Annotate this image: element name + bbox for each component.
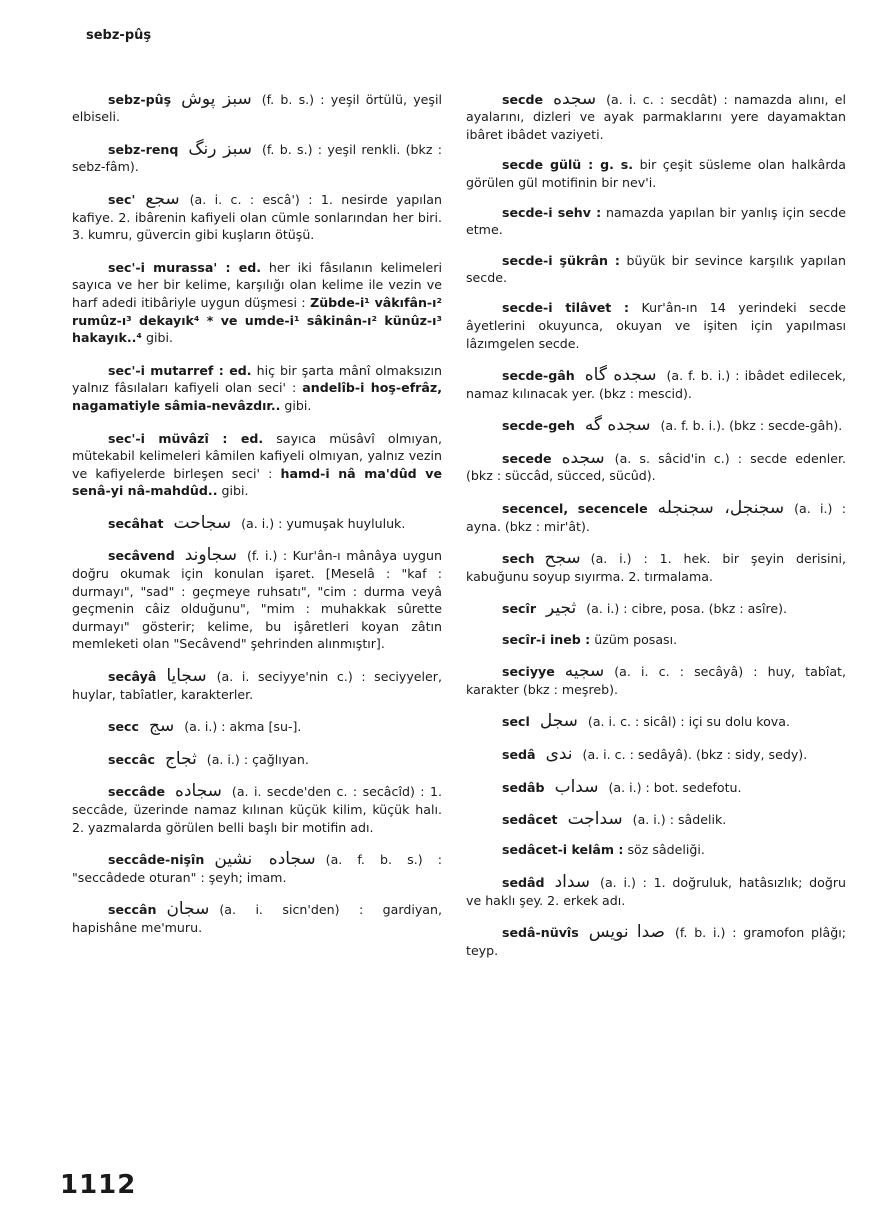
- entry-headword: secde: [502, 91, 544, 107]
- entry-tail: gibi.: [145, 330, 173, 346]
- entry-arabic: سداب: [554, 776, 599, 797]
- dictionary-entry: [466, 841, 846, 859]
- entry-headword: seccâde: [108, 784, 166, 800]
- entry-arabic: سداد: [554, 871, 591, 892]
- dictionary-entry: [72, 512, 442, 533]
- entry-headword: secde-i tilâvet :: [502, 300, 630, 316]
- entry-definition: (f. b. i.) : gramofon plâğı; teyp.: [466, 925, 846, 958]
- dictionary-entry: [466, 663, 846, 698]
- entry-tail: gibi.: [284, 397, 312, 413]
- entry-definition: sayıca müsâvî olmıyan, mütekabil kelimeleri kâmilen kafiyeli olmıyan, yalnız vezin ve kafiyelerde birleşen seci' :: [72, 430, 442, 481]
- dictionary-entry: [72, 259, 442, 347]
- dictionary-entry: [72, 547, 442, 653]
- dictionary-entry: [72, 362, 442, 415]
- entry-headword: sec': [108, 191, 136, 207]
- entry-headword: seccâc: [108, 751, 155, 767]
- dictionary-entry: [72, 88, 442, 126]
- entry-definition: (a. i.) : 1. doğruluk, hatâsızlık; doğru ve haklı şey. 2. erkek adı.: [466, 874, 846, 908]
- dictionary-entry: [466, 447, 846, 485]
- entry-arabic: سداجت: [567, 809, 623, 830]
- entry-headword: sec'-i müvâzî : ed.: [108, 430, 264, 446]
- entry-definition: hiç bir şarta mânî olmaksızın yalnız fâsılaları kafiyeli olan seci' :: [72, 362, 442, 396]
- entry-arabic: سجاوند: [184, 545, 237, 566]
- page-number: 1112: [60, 1170, 137, 1200]
- entry-headword: secîr-i ineb :: [502, 631, 591, 647]
- entry-example: hamd-i nâ ma'dûd ve senâ-yi nâ-mahdûd..: [72, 465, 442, 499]
- entry-definition: büyük bir sevince karşılık yapılan secde.: [466, 252, 846, 286]
- running-head: sebz-pûş: [86, 28, 152, 43]
- dictionary-entry: [72, 748, 442, 769]
- entry-example: andelîb-i hoş-efrâz, nagamatiyle sâmia-nevâzdır..: [72, 380, 442, 413]
- entry-definition: her iki fâsılanın kelimeleri sayıca ve her bir kelime, karşılığı olan kelime ile vezin ve harf adedi itibâriyle uygun düşmesi :: [72, 259, 442, 310]
- dictionary-entry: [72, 783, 442, 836]
- dictionary-entry: [466, 299, 846, 352]
- entry-definition: (a. i. c. : secâyâ) : huy, tabîat, karakter (bkz : meşreb).: [466, 664, 846, 697]
- entry-arabic: سجنجل، سجنجله: [657, 498, 785, 519]
- entry-definition: (a. i.) : çağlıyan.: [206, 751, 309, 767]
- entry-headword: sedâcet: [502, 812, 558, 828]
- entry-definition: (a. f. b. i.). (bkz : secde-gâh).: [660, 418, 843, 434]
- entry-definition: (a. i.) : sâdelik.: [632, 812, 727, 828]
- entry-definition: (a. i.) : akma [su-].: [184, 719, 302, 735]
- entry-definition: (a. i. c. : secdât) : namazda alını, el ayalarını, dizleri ve ayak parmaklarını yere dayamaktan ibâret ibâdet vaziyeti.: [466, 91, 846, 142]
- dictionary-entry: [72, 718, 442, 736]
- dictionary-entry: [72, 430, 442, 500]
- entry-definition: (a. i.) : bot. sedefotu.: [608, 779, 742, 795]
- entry-arabic: سجده گه: [584, 415, 651, 436]
- entry-definition: söz sâdeliği.: [627, 842, 705, 858]
- entry-arabic: سجان: [166, 899, 210, 920]
- entry-headword: secde-i şükrân :: [502, 252, 620, 268]
- entry-arabic: سجده گاه: [584, 365, 657, 386]
- entry-arabic: سج: [148, 716, 175, 737]
- entry-definition: üzüm posası.: [594, 631, 678, 647]
- entry-headword: sec'-i murassa' : ed.: [108, 259, 262, 275]
- dictionary-entry: [72, 901, 442, 936]
- entry-arabic: سجح: [544, 548, 581, 569]
- entry-headword: secede: [502, 450, 552, 466]
- entry-definition: Kur'ân-ın 14 yerindeki secde âyetlerini okuyunca, okuyan ve işiten için yapılması lâzımgelen secde.: [466, 300, 846, 351]
- entry-arabic: ندى: [545, 744, 573, 764]
- entry-arabic: سجده: [553, 88, 597, 109]
- entry-definition: (a. i. secde'den c. : secâcîd) : 1. seccâde, üzerinde namaz kılınan küçük kilim, küçük halı. 2. yazmalarda görülen belli başlı bir motifin adı.: [72, 784, 442, 835]
- entry-tail: gibi.: [221, 483, 249, 499]
- entry-arabic: صدا نويس: [588, 922, 665, 943]
- entry-headword: secâyâ: [108, 669, 157, 685]
- entry-headword: sedâcet-i kelâm :: [502, 842, 624, 858]
- entry-headword: sedâ-nüvîs: [502, 925, 579, 941]
- entry-arabic: سجاده نشين: [214, 849, 316, 870]
- dictionary-entry: [466, 811, 846, 829]
- entry-definition: (a. i.) : yumuşak huyluluk.: [241, 515, 406, 531]
- dictionary-entry: [466, 631, 846, 649]
- entry-headword: sebz-pûş: [108, 91, 172, 107]
- entry-arabic: سبز رنگ: [188, 138, 252, 159]
- entry-headword: sedâd: [502, 874, 545, 890]
- right-column: [466, 78, 846, 974]
- entry-definition: (a. s. sâcid'in c.) : secde edenler. (bkz : süccâd, sücced, sücûd).: [466, 450, 846, 484]
- dictionary-entry: [466, 924, 846, 959]
- entry-arabic: سجده: [561, 447, 605, 468]
- entry-headword: secâvend: [108, 548, 175, 564]
- dictionary-entry: [72, 851, 442, 886]
- dictionary-entry: [72, 188, 442, 244]
- entry-headword: sec'-i mutarref : ed.: [108, 362, 252, 378]
- dictionary-entry: [466, 776, 846, 797]
- entry-headword: secîr: [502, 601, 537, 617]
- dictionary-entry: [466, 500, 846, 535]
- entry-arabic: سجاده: [175, 781, 222, 802]
- entry-definition: namazda yapılan bir yanlış için secde etme.: [466, 204, 846, 238]
- entry-headword: secde-geh: [502, 418, 575, 434]
- dictionary-entry: [466, 204, 846, 239]
- entry-arabic: ثجاج: [164, 748, 197, 769]
- dictionary-entry: [466, 252, 846, 287]
- entry-arabic: ثجير: [546, 598, 577, 619]
- dictionary-entry: [72, 138, 442, 176]
- dictionary-entry: [466, 550, 846, 585]
- entry-arabic: سجايا: [166, 666, 207, 687]
- left-column: [72, 78, 442, 952]
- dictionary-entry: [466, 600, 846, 618]
- entry-definition: (a. i. c. : escâ') : 1. nesirde yapılan kafiye. 2. ibârenin kafiyeli olan cümle sonlarından her biri. 3. kumru, güvercin gibi kuşların ötüşü.: [72, 191, 442, 243]
- dictionary-entry: [72, 668, 442, 703]
- entry-headword: secde gülü : g. s.: [502, 156, 634, 172]
- entry-arabic: سبز پوش: [181, 88, 252, 109]
- dictionary-entry: [466, 367, 846, 402]
- entry-headword: secencel, secencele: [502, 501, 648, 517]
- dictionary-entry: [466, 88, 846, 144]
- dictionary-entry: [466, 417, 846, 435]
- entry-headword: secde-gâh: [502, 368, 575, 384]
- entry-definition: (f. i.) : Kur'ân-ı mânâya uygun doğru okumak için konulan işaret. [Meselâ : "kaf : durmayı", "sad" : geçmeye ruhsatı", "cim : durma veyâ geçmenin câiz olduğunu", "mim : muhakkak sûrette durmayı" gösterir; kelime, bu işâretleri koyan zâtın memleketi olan "Secâvend" şehrinden alınmıştır].: [72, 548, 442, 652]
- entry-definition: (a. i.) : 1. hek. bir şeyin derisini, kabuğunu soyup sıyırma. 2. tırmalama.: [466, 551, 846, 584]
- entry-headword: secl: [502, 714, 530, 730]
- entry-headword: seccân: [108, 902, 157, 918]
- entry-headword: secde-i sehv :: [502, 204, 602, 220]
- entry-arabic: سجيه: [564, 661, 605, 682]
- entry-definition: (a. f. b. s.) : "seccâdede oturan" : şeyh; imam.: [72, 852, 442, 885]
- entry-example: Zübde-i¹ vâkıfân-ı² rumûz-ı³ dekayık⁴ * ve umde-i¹ sâkinân-ı² künûz-ı³ hakayık..⁴: [72, 294, 442, 346]
- dictionary-entry: [466, 156, 846, 191]
- entry-headword: seccâde-nişîn: [108, 852, 205, 868]
- dictionary-entry: [466, 871, 846, 909]
- entry-arabic: سجع: [145, 188, 180, 209]
- entry-headword: sedâ: [502, 747, 536, 762]
- entry-definition: (a. f. b. i.) : ibâdet edilecek, namaz kılınacak yer. (bkz : mescid).: [466, 368, 846, 401]
- entry-headword: sebz-renq: [108, 141, 179, 157]
- entry-arabic: سجل: [539, 711, 578, 732]
- entry-definition: (a. i.) : ayna. (bkz : mir'ât).: [466, 501, 846, 534]
- entry-definition: (f. b. s.) : yeşil renkli. (bkz : sebz-fâm).: [72, 141, 442, 175]
- entry-headword: sech: [502, 551, 535, 567]
- entry-definition: (a. i. c. : sicâl) : içi su dolu kova.: [587, 714, 790, 730]
- entry-definition: bir çeşit süsleme olan halkârda görülen gül motifinin bir nev'i.: [466, 156, 846, 190]
- entry-definition: (a. i. sicn'den) : gardiyan, hapishâne me'muru.: [72, 902, 442, 935]
- entry-headword: secâhat: [108, 515, 164, 531]
- entry-definition: (a. i.) : cibre, posa. (bkz : asîre).: [586, 601, 788, 617]
- dictionary-entry: [466, 746, 846, 764]
- dictionary-entry: [466, 713, 846, 731]
- entry-definition: (a. i. c. : sedâyâ). (bkz : sidy, sedy).: [582, 747, 808, 762]
- entry-headword: sedâb: [502, 779, 545, 795]
- entry-definition: (f. b. s.) : yeşil örtülü, yeşil elbiseli.: [72, 91, 442, 125]
- entry-headword: secc: [108, 719, 139, 735]
- entry-definition: (a. i. seciyye'nin c.) : seciyyeler, huylar, tabîatler, karakterler.: [72, 669, 442, 702]
- entry-headword: seciyye: [502, 664, 555, 680]
- entry-arabic: سجاحت: [173, 512, 232, 533]
